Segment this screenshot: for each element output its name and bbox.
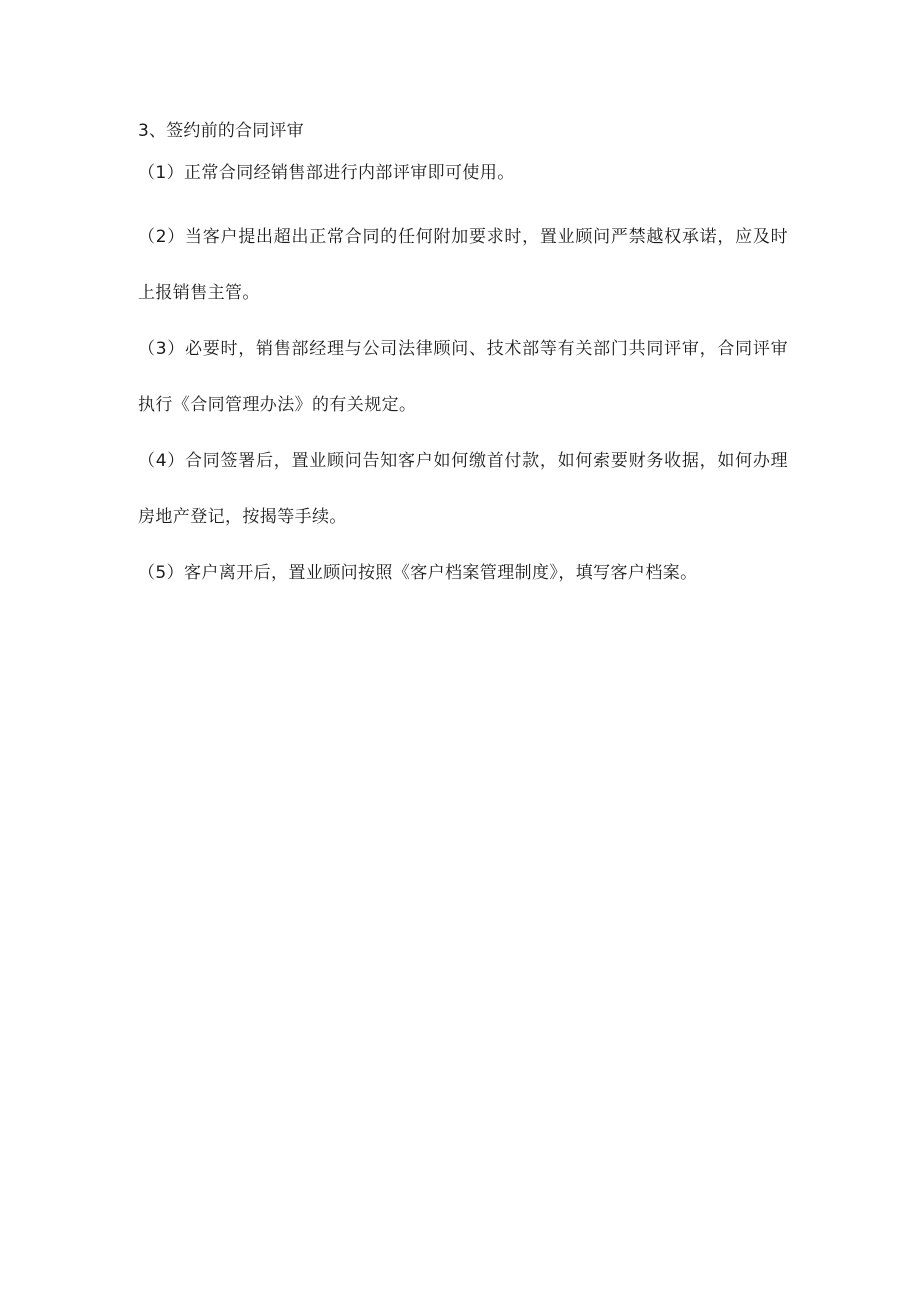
paragraph-item-5: （5）客户离开后，置业顾问按照《客户档案管理制度》，填写客户档案。 — [138, 563, 698, 583]
paragraph-item-3: （3）必要时，销售部经理与公司法律顾问、技术部等有关部门共同评审，合同评审执行《合同管理办法》的有关规定。 — [138, 339, 788, 415]
document-body — [138, 117, 788, 601]
paragraph-item-4: （4）合同签署后，置业顾问告知客户如何缴首付款，如何索要财务收据，如何办理房地产登记，按揭等手续。 — [138, 451, 788, 527]
section-heading: 3、签约前的合同评审 — [138, 121, 304, 141]
paragraph-item-2: （2）当客户提出超出正常合同的任何附加要求时，置业顾问严禁越权承诺，应及时上报销售主管。 — [138, 227, 788, 303]
paragraph-item-1: （1）正常合同经销售部进行内部评审即可使用。 — [138, 163, 515, 183]
